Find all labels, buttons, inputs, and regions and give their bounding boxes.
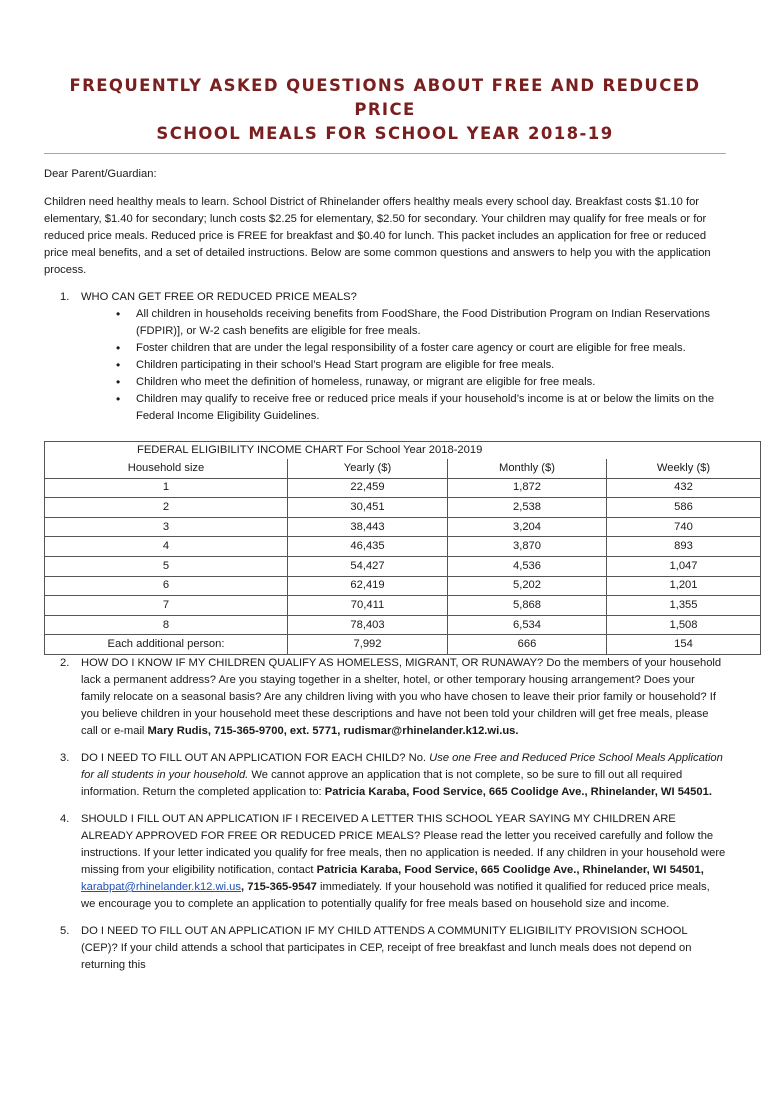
faq-text: SHOULD I FILL OUT AN APPLICATION IF I RECEIVED A LETTER THIS SCHOOL YEAR SAYING MY CHILDREN ARE ALREADY APPROVED FOR FREE OR REDUCED PRICE MEALS? Please read the letter you received carefully and follow the instructions. If your letter indicated you qualify for free meals, then no application is needed. If any children in your household were missing from your eligibility notification, contact	[81, 812, 726, 876]
table-cell: 3	[45, 517, 288, 537]
faq-text: HOW DO I KNOW IF MY CHILDREN QUALIFY AS HOMELESS, MIGRANT, OR RUNAWAY? Do the members of your household lack a permanent address? Are you staying together in a shelter, hotel, or other temporary housing arrangement? Does your family relocate on a seasonal basis? Are any children living with you who have chosen to leave their prior family or household? If you believe children in your household meet these descriptions and have not been told your children will get free meals, please call or e-mail	[81, 656, 722, 737]
table-cell: 2,538	[448, 498, 607, 518]
faq-item-2	[44, 655, 726, 740]
table-row	[45, 615, 761, 635]
faq-number: 2.	[60, 656, 70, 669]
table-cell: 586	[607, 498, 761, 518]
email-link[interactable]: karabpat@rhinelander.k12.wi.us	[81, 880, 241, 893]
contact-info: Mary Rudis, 715-365-9700, ext. 5771, rudismar@rhinelander.k12.wi.us.	[147, 724, 519, 737]
title-divider	[44, 153, 726, 154]
table-cell: 432	[607, 478, 761, 498]
eligibility-list	[44, 306, 726, 425]
column-header: Weekly ($)	[607, 459, 761, 478]
faq-text: DO I NEED TO FILL OUT AN APPLICATION IF MY CHILD ATTENDS A COMMUNITY ELIGIBILITY PROVISION SCHOOL (CEP)? If your child attends a school that participates in CEP, receipt of free breakfast and lunch meals does not depend on returning this	[81, 924, 692, 971]
faq-text: DO I NEED TO FILL OUT AN APPLICATION FOR EACH CHILD? No.	[81, 751, 430, 764]
table-cell: 740	[607, 517, 761, 537]
table-cell: 2	[45, 498, 288, 518]
column-header: Yearly ($)	[288, 459, 448, 478]
faq-item-3	[44, 750, 726, 801]
table-caption-row	[45, 442, 761, 460]
table-cell: 5	[45, 556, 288, 576]
table-row	[45, 517, 761, 537]
table-cell: 46,435	[288, 537, 448, 557]
faq-emphasis: Use one Free and Reduced Price School Meals Application for all students in your household.	[81, 751, 723, 781]
table-row	[45, 498, 761, 518]
faq-number: 5.	[60, 924, 70, 937]
faq-number: 1.	[60, 291, 70, 303]
title-line-1: FREQUENTLY ASKED QUESTIONS ABOUT FREE AND REDUCED PRICE	[69, 76, 701, 119]
table-cell: 7,992	[288, 635, 448, 655]
faq-item-5	[44, 923, 726, 974]
table-cell: 154	[607, 635, 761, 655]
list-item: • All children in households receiving benefits from FoodShare, the Food Distribution Program on Indian Reservations (FDPIR)], or W-2 cash benefits are eligible for free meals.	[136, 306, 726, 340]
table-row	[45, 635, 761, 655]
table-row	[45, 556, 761, 576]
faq-question: WHO CAN GET FREE OR REDUCED PRICE MEALS?	[81, 291, 357, 303]
table-row	[45, 478, 761, 498]
contact-info: Patricia Karaba, Food Service, 665 Coolidge Ave., Rhinelander, WI 54501.	[324, 785, 712, 798]
table-cell: 4	[45, 537, 288, 557]
income-eligibility-table	[44, 441, 761, 655]
table-row	[45, 596, 761, 616]
table-cell: 1,355	[607, 596, 761, 616]
table-cell: 5,202	[448, 576, 607, 596]
table-cell: 666	[448, 635, 607, 655]
list-item: • Foster children that are under the legal responsibility of a foster care agency or court are eligible for free meals.	[136, 340, 726, 357]
table-cell: 22,459	[288, 478, 448, 498]
faq-item-1	[44, 289, 726, 306]
table-cell: 78,403	[288, 615, 448, 635]
table-cell: 1,508	[607, 615, 761, 635]
list-item: • Children participating in their school’s Head Start program are eligible for free meals.	[136, 357, 726, 374]
column-header: Household size	[45, 459, 288, 478]
table-cell: 1,201	[607, 576, 761, 596]
table-row	[45, 576, 761, 596]
table-cell: 6,534	[448, 615, 607, 635]
table-body	[45, 478, 761, 654]
table-cell: 38,443	[288, 517, 448, 537]
faq-number: 4.	[60, 812, 70, 825]
list-item: • Children who meet the definition of homeless, runaway, or migrant are eligible for free meals.	[136, 374, 726, 391]
contact-info: Patricia Karaba, Food Service, 665 Coolidge Ave., Rhinelander, WI 54501,	[316, 863, 704, 876]
table-cell: 6	[45, 576, 288, 596]
column-header: Monthly ($)	[448, 459, 607, 478]
table-cell: 8	[45, 615, 288, 635]
table-cell: 1,047	[607, 556, 761, 576]
faq-text-continued: immediately. If your household was notified it qualified for reduced price meals, we encourage you to complete an application to potentially qualify for free meals based on household size and income.	[81, 880, 710, 910]
document-title	[44, 74, 726, 146]
table-cell: 893	[607, 537, 761, 557]
document-page	[0, 74, 770, 1098]
faq-number: 3.	[60, 751, 70, 764]
faq-text-continued: We cannot approve an application that is not complete, so be sure to fill out all required information. Return the completed application to:	[81, 768, 683, 798]
table-cell: 3,870	[448, 537, 607, 557]
list-item: • Children may qualify to receive free or reduced price meals if your household’s income is at or below the limits on the Federal Income Eligibility Guidelines.	[136, 391, 726, 425]
table-cell: 54,427	[288, 556, 448, 576]
table-cell: 70,411	[288, 596, 448, 616]
contact-phone: , 715-365-9547	[241, 880, 317, 893]
table-cell: 1	[45, 478, 288, 498]
table-cell: Each additional person:	[45, 635, 288, 655]
table-cell: 7	[45, 596, 288, 616]
table-cell: 1,872	[448, 478, 607, 498]
table-header-row	[45, 459, 761, 478]
table-caption: FEDERAL ELIGIBILITY INCOME CHART For School Year 2018-2019	[45, 442, 761, 460]
table-cell: 30,451	[288, 498, 448, 518]
table-cell: 3,204	[448, 517, 607, 537]
greeting: Dear Parent/Guardian:	[44, 168, 157, 180]
table-cell: 62,419	[288, 576, 448, 596]
table-cell: 5,868	[448, 596, 607, 616]
title-line-2: SCHOOL MEALS FOR SCHOOL YEAR 2018-19	[156, 124, 614, 143]
intro-paragraph: Children need healthy meals to learn. School District of Rhinelander offers healthy meals every school day. Breakfast costs $1.10 for elementary, $1.40 for secondary; lunch costs $2.25 for elementary, $2.50 for secondary. Your children may qualify for free meals or for reduced price meals. Reduced price is FREE for breakfast and $0.40 for lunch. This packet includes an application for free or reduced price meal benefits, and a set of detailed instructions. Below are some common questions and answers to help you with the application process.	[44, 196, 711, 276]
faq-item-4	[44, 811, 726, 913]
table-row	[45, 537, 761, 557]
table-cell: 4,536	[448, 556, 607, 576]
